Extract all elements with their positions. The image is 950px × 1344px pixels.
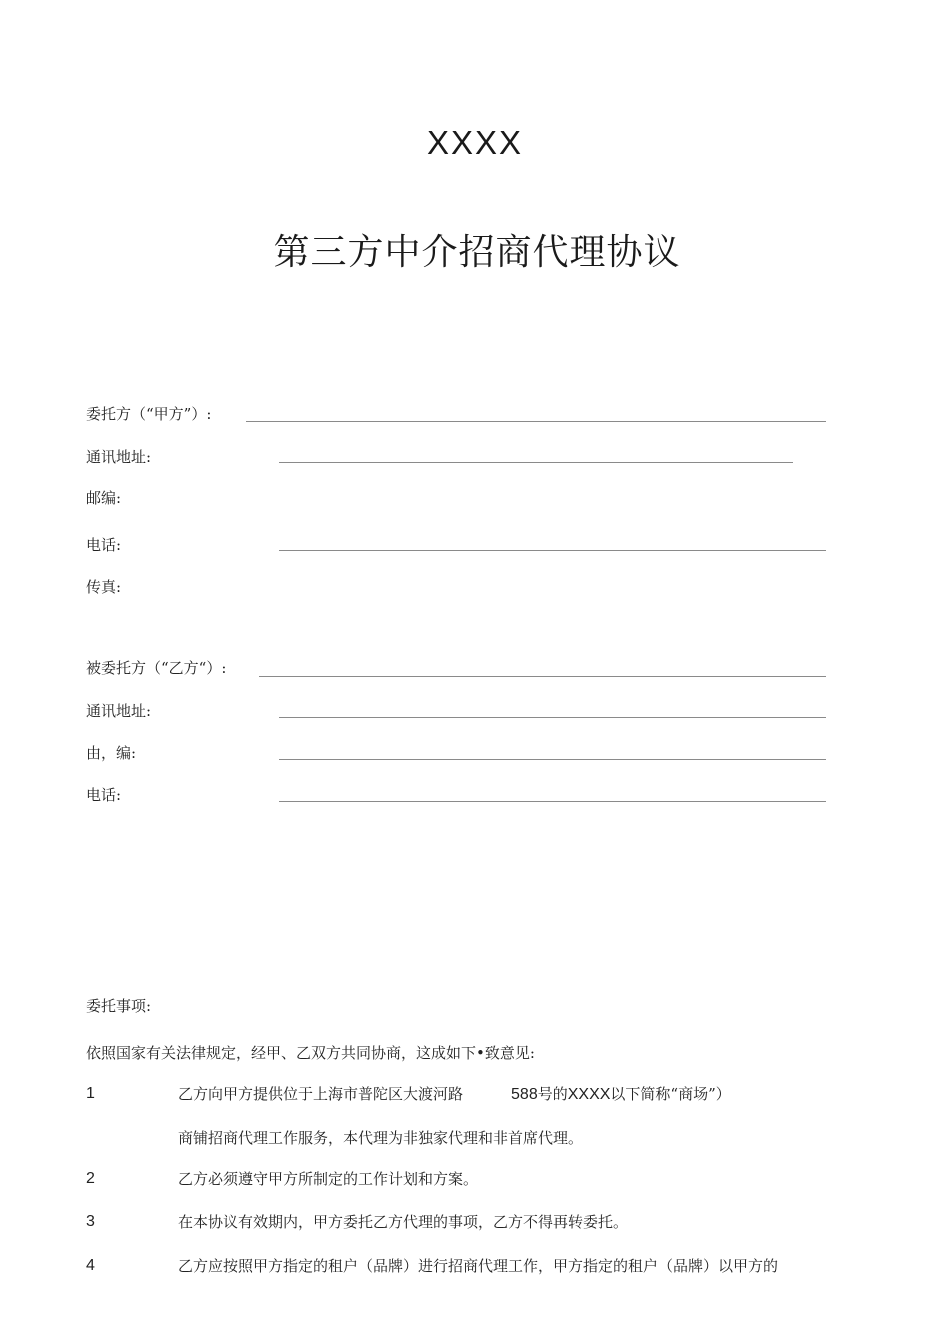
party-b-phone-line[interactable] (279, 801, 826, 802)
party-b-phone-label: 电话: (86, 786, 122, 804)
document-subtitle: 第三方中介招商代理协议 (273, 232, 681, 273)
party-b-address-line[interactable] (279, 717, 826, 718)
party-a-phone-line[interactable] (279, 550, 826, 551)
clause-text: 乙方应按照甲方指定的租户（品牌）进行招商代理工作，甲方指定的租户（品牌）以甲方的 (178, 1257, 779, 1275)
clause-1-text-b: 号的 (537, 1085, 568, 1103)
clause-text (178, 1084, 731, 1105)
party-a-address-line[interactable] (279, 462, 793, 463)
clause-1-text-a: 乙方向甲方提供位于上海市普陀区大渡河路 (178, 1085, 464, 1103)
clause-number: 1 (86, 1085, 95, 1102)
party-a-postcode-label: 邮编: (86, 489, 122, 507)
party-a-name-line[interactable] (246, 421, 826, 422)
party-b-name-line[interactable] (259, 676, 826, 677)
party-a-phone-label: 电话: (86, 536, 122, 554)
terms-intro: 依照国家有关法律规定，经甲、乙双方共同协商，这成如下•致意见: (86, 1044, 535, 1062)
clause-number: 2 (86, 1170, 95, 1187)
document-title: XXXX (426, 124, 524, 161)
clause-1-number: 588 (511, 1086, 538, 1103)
party-a-fax-label: 传真: (86, 578, 122, 596)
clause-text: 在本协议有效期内，甲方委托乙方代理的事项，乙方不得再转委托。 (178, 1213, 629, 1231)
clause-1-line-2: 商铺招商代理工作服务，本代理为非独家代理和非首席代理。 (178, 1129, 584, 1147)
terms-heading: 委托事项: (86, 997, 152, 1015)
party-b-postcode-line[interactable] (279, 759, 826, 760)
party-b-label: 被委托方（“乙方“）: (86, 659, 227, 677)
clause-number: 4 (86, 1257, 95, 1274)
clause-text: 乙方必须遵守甲方所制定的工作计划和方案。 (178, 1170, 479, 1188)
party-b-address-label: 通讯地址: (86, 702, 152, 720)
party-a-label: 委托方（“甲方”）: (86, 405, 212, 423)
clause-number: 3 (86, 1213, 95, 1230)
party-b-postcode-label: 由，编: (86, 744, 137, 762)
clause-1-text-c: 以下简称“商场”） (610, 1085, 731, 1103)
clause-1-brand: XXXX (567, 1086, 611, 1103)
party-a-address-label: 通讯地址: (86, 448, 152, 466)
